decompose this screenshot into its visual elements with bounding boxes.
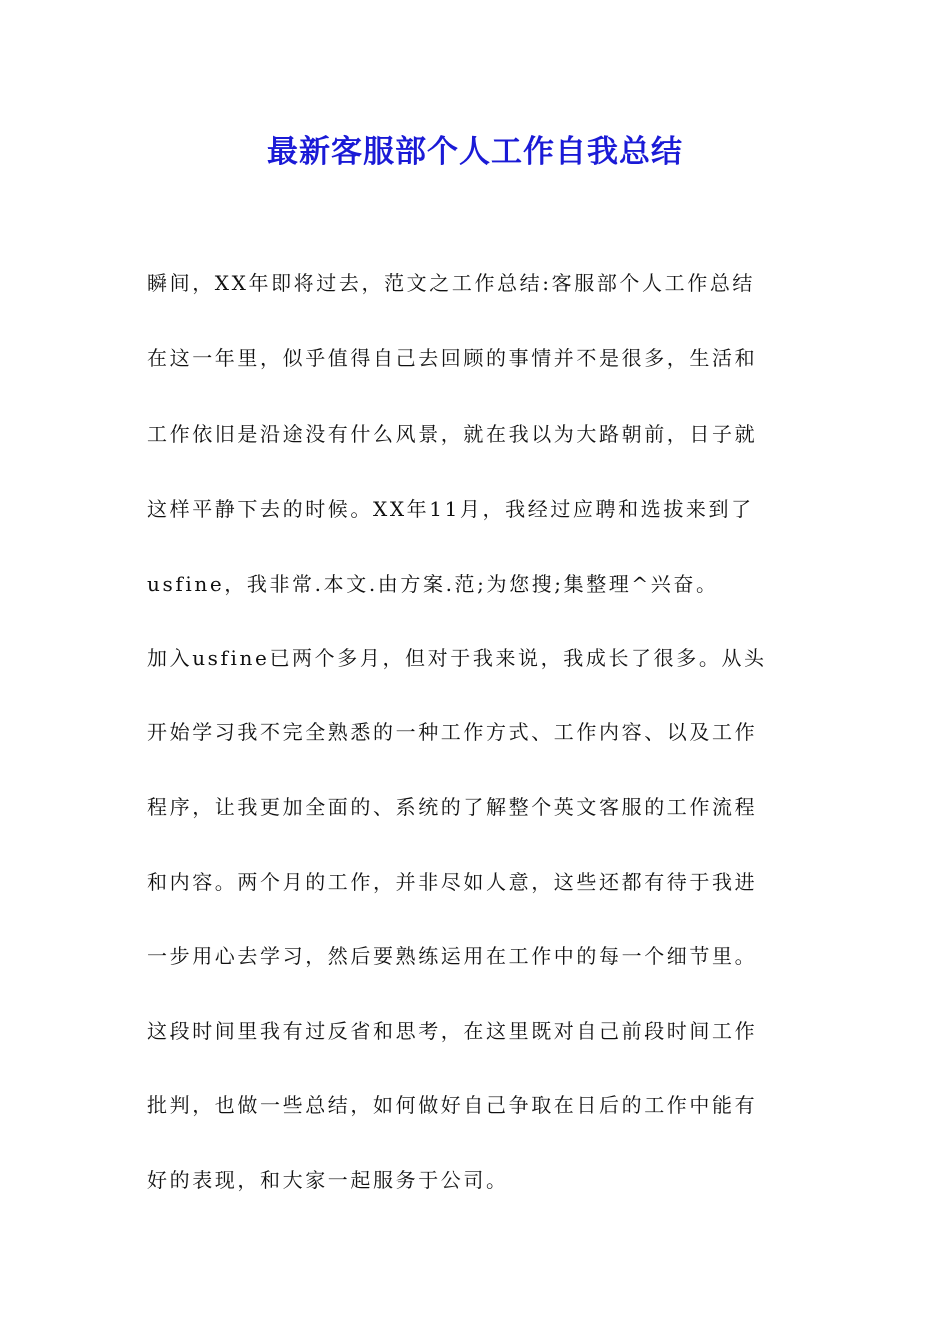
text-line: 一步用心去学习，然后要熟练运用在工作中的每一个细节里。 (147, 944, 758, 968)
text-line: 这样平静下去的时候。XX年11月，我经过应聘和选拔来到了 (147, 497, 754, 521)
text-line: usfine，我非常.本文.由方案.范;为您搜;集整理^兴奋。 (147, 572, 719, 596)
text-line: 程序，让我更加全面的、系统的了解整个英文客服的工作流程 (147, 795, 758, 819)
text-line: 开始学习我不完全熟悉的一种工作方式、工作内容、以及工作 (147, 720, 758, 744)
text-line: 在这一年里，似乎值得自己去回顾的事情并不是很多，生活和 (147, 346, 758, 370)
text-line: 这段时间里我有过反省和思考，在这里既对自己前段时间工作 (147, 1019, 758, 1043)
text-line: 工作依旧是沿途没有什么风景，就在我以为大路朝前，日子就 (147, 422, 758, 446)
text-line: 批判，也做一些总结，如何做好自己争取在日后的工作中能有 (147, 1093, 758, 1117)
text-line: 加入usfine已两个多月，但对于我来说，我成长了很多。从头 (147, 646, 767, 670)
text-line: 和内容。两个月的工作，并非尽如人意，这些还都有待于我进 (147, 870, 758, 894)
document-title: 最新客服部个人工作自我总结 (267, 134, 683, 170)
text-line: 瞬间，XX年即将过去，范文之工作总结:客服部个人工作总结 (147, 271, 756, 295)
text-line: 好的表现，和大家一起服务于公司。 (147, 1168, 509, 1192)
